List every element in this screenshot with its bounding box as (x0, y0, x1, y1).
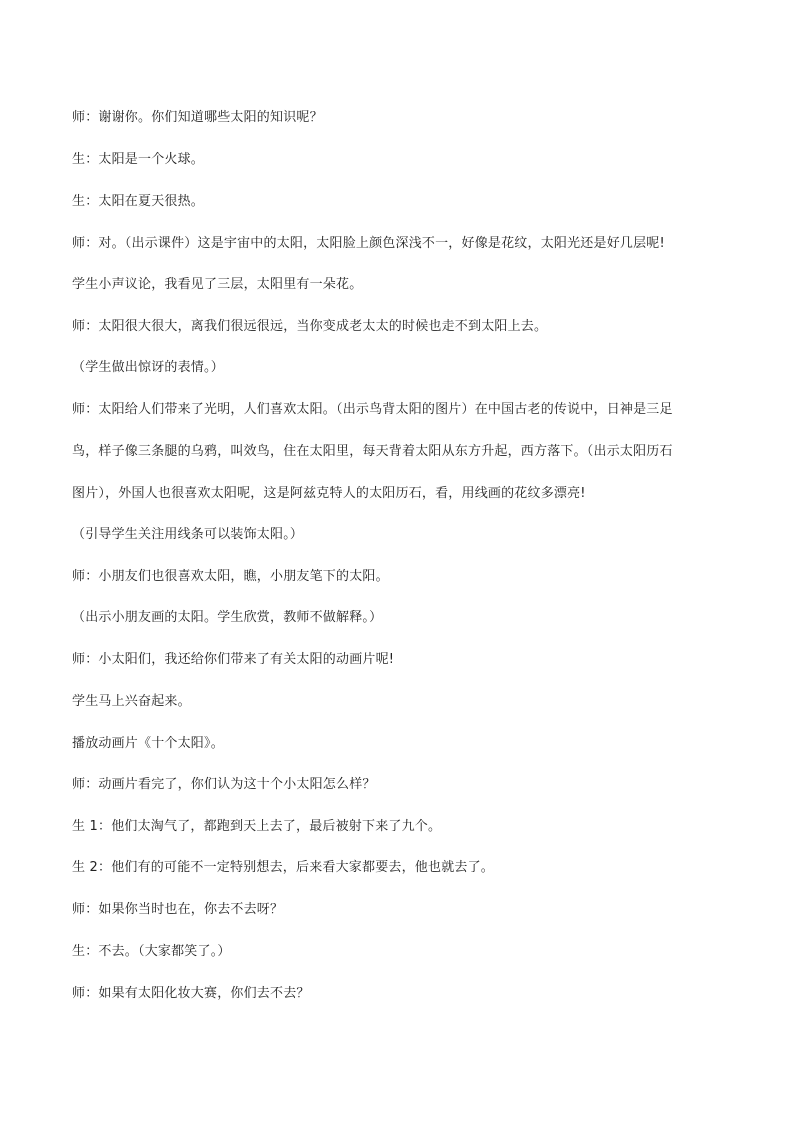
text-line: （出示小朋友画的太阳。学生欣赏，教师不做解释。） (72, 610, 383, 625)
text-line: 生 2：他们有的可能不一定特别想去，后来看大家都要去，他也就去了。 (72, 860, 495, 875)
text-line: 生：太阳在夏天很热。 (72, 194, 205, 209)
text-line: 师：小朋友们也很喜欢太阳，瞧，小朋友笔下的太阳。 (72, 569, 389, 584)
text-line: 生：不去。（大家都笑了。） (72, 944, 231, 959)
text-line: 师：动画片看完了，你们认为这十个小太阳怎么样？ (72, 777, 376, 792)
text-line: （引导学生关注用线条可以装饰太阳。） (72, 527, 304, 542)
text-line: 学生小声议论，我看见了三层，太阳里有一朵花。 (72, 277, 363, 292)
text-line: 学生马上兴奋起来。 (72, 694, 191, 709)
text-line: 师：如果你当时也在，你去不去呀？ (72, 902, 284, 917)
text-line: 播放动画片《十个太阳》。 (72, 736, 224, 751)
text-line: 生：太阳是一个火球。 (72, 152, 205, 167)
text-line: 图片），外国人也很喜欢太阳呢，这是阿兹克特人的太阳历石，看，用线画的花纹多漂亮! (72, 486, 586, 501)
text-line: 师：太阳很大很大，离我们很远很远，当你变成老太太的时候也走不到太阳上去。 (72, 319, 548, 334)
text-line: 师：太阳给人们带来了光明，人们喜欢太阳。（出示鸟背太阳的图片）在中国古老的传说中，日神是三足 (72, 402, 673, 417)
text-line: 师：谢谢你。你们知道哪些太阳的知识呢？ (72, 110, 323, 125)
text-line: 生 1：他们太淘气了，都跑到天上去了，最后被射下来了九个。 (72, 819, 442, 834)
text-line: 师：对。（出示课件）这是宇宙中的太阳，太阳脸上颜色深浅不一，好像是花纹，太阳光还是好几层呢! (72, 236, 665, 251)
text-line: 鸟，样子像三条腿的乌鸦，叫效鸟，住在太阳里，每天背着太阳从东方升起，西方落下。（出示太阳历石 (72, 444, 673, 459)
text-line: 师：小太阳们，我还给你们带来了有关太阳的动画片呢! (72, 652, 395, 667)
text-line: 师：如果有太阳化妆大赛，你们去不去？ (72, 986, 310, 1001)
text-line: （学生做出惊讶的表情。） (72, 360, 224, 375)
